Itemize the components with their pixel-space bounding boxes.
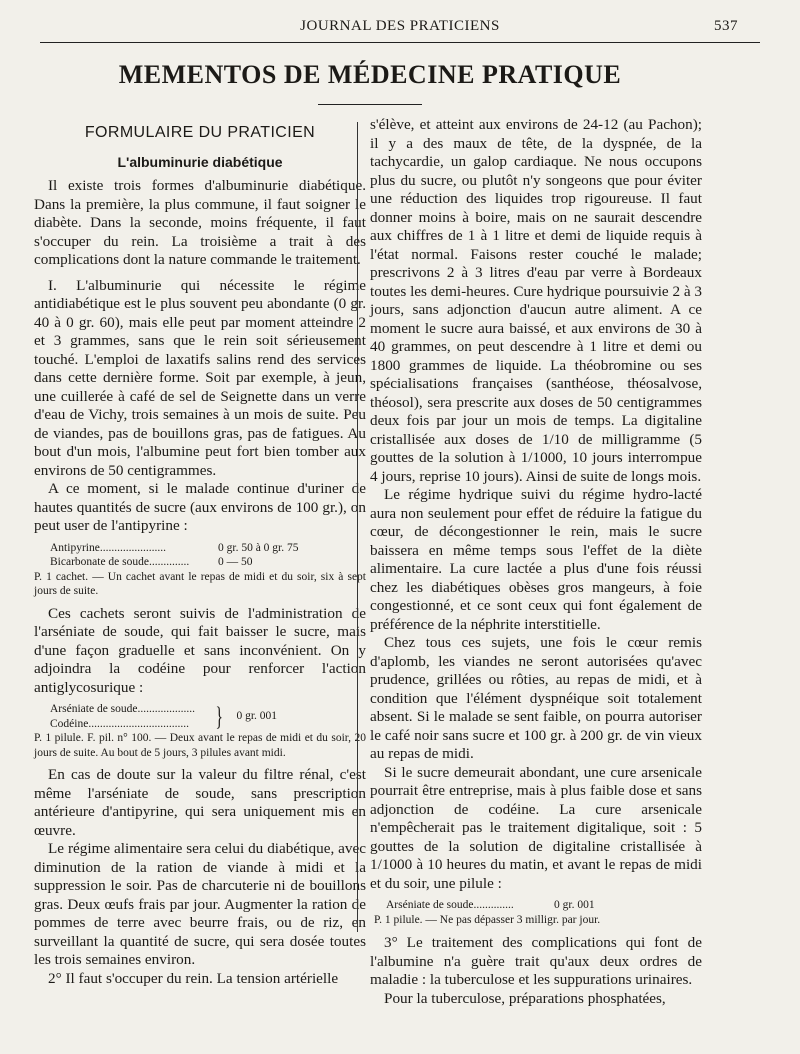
- paragraph: Pour la tuberculose, préparations phosphatées,: [384, 989, 666, 1007]
- paragraph: Il existe trois formes d'albuminurie diabétique. Dans la première, la plus commune, il faut soigner le diabète. Dans la seconde, moins fréquente, il faut s'occuper du rein. La troisième a trait à des complications dont la nature commande le traitement.: [34, 177, 366, 268]
- prescription-row: [34, 541, 366, 556]
- paragraph: I. L'albuminurie qui nécessite le régime antidiabétique est le plus souvent peu abondante (0 gr. 40 à 0 gr. 60), mais elle peut par moment atteindre 2 et 3 grammes, sans que le rein soit sérieusement touché. L'emploi de laxatifs salins rend des services dans cette dernière forme. Soit par exemple, à jeun, une cuillerée à café de sel de Seignette dans un verre d'eau de Vichy, trois semaines à un mois de suite. Peu de viandes, pas de bouillons gras, pas de fatigues. Au bout d'un mois, l'albumine peut fort bien tomber aux environs de 50 centigrammes.: [34, 276, 366, 479]
- prescription-row: [370, 898, 702, 913]
- brace-icon: }: [215, 701, 223, 731]
- paragraph: En cas de doute sur la valeur du filtre rénal, c'est même l'arséniate de soude, sans prescription antérieure d'antipyrine, qui sera uniquement mis en œuvre.: [34, 766, 366, 839]
- page-title: MEMENTOS DE MÉDECINE PRATIQUE: [118, 60, 622, 89]
- ingredient-dose: 0 — 50: [218, 556, 253, 568]
- journal-title: JOURNAL DES PRATICIENS: [300, 18, 500, 34]
- ingredient-dose: 0 gr. 001: [554, 899, 595, 911]
- ingredient-name: Bicarbonate de soude..............: [50, 556, 190, 568]
- paragraph: 3° Le traitement des complications qui font de l'albumine n'a guère trait qu'aux deux ordres de maladie : la tuberculose et les suppurations urinaires.: [370, 934, 702, 988]
- column-divider: [357, 122, 358, 932]
- paragraph: Si le sucre demeurait abondant, une cure arsenicale pourrait être entreprise, mais à plus faible dose et sans adjonction de codéine. La cure arsenicale n'empêcherait pas le traitement digitalique, soit : 5 gouttes de la solution de digitaline cristallisée à 1/1000 à 10 heures du matin, et avant le repas de midi et du soir, une pilule :: [370, 763, 702, 892]
- running-head: [0, 18, 800, 38]
- ingredient-dose: 0 gr. 001: [236, 710, 278, 723]
- paragraph: 2° Il faut s'occuper du rein. La tension artérielle: [48, 969, 339, 987]
- paragraph: Ces cachets seront suivis de l'administration de l'arséniate de soude, qui fait baisser le sucre, mais d'une façon graduelle et sans inconvénient. On y adjoindra la codéine pour renforcer l'action antiglycosurique :: [34, 604, 366, 696]
- header-rule: [40, 42, 760, 43]
- paragraph: Le régime hydrique suivi du régime hydro-lacté aura non seulement pour effet de réduire la fatigue du cœur, de décongestionner le rein, mais le sucre baissera en même temps sous l'effet de la diète alimentaire. La cure lactée a plus d'une fois réussi chez les diabétiques obèses gros mangeurs, à foie congestionné, et ce sont ceux qui font également de préférence de la néphrite interstitielle.: [370, 486, 702, 633]
- prescription-arseniate: [370, 898, 702, 927]
- prescription-note: P. 1 cachet. — Un cachet avant le repas de midi et du soir, six à sept jours de suite.: [34, 570, 366, 597]
- paragraph: Chez tous ces sujets, une fois le cœur remis d'aplomb, les viandes ne seront autorisées qu'avec prudence, grillées ou rôties, au repas de midi, et à condition que l'élément dyspnéique soit totalement absent. Si le malade se sent faible, on pourra autoriser le café noir sans sucre et 100 gr. à 200 gr. de vin vieux au repas de midi.: [370, 634, 702, 762]
- ingredient-name: Arséniate de soude..............: [386, 899, 514, 911]
- ingredient-name: Codéine...................................: [50, 717, 189, 730]
- paragraph: A ce moment, si le malade continue d'uriner de hautes quantités de sucre (aux environs de 100 gr.), on peut user de l'antipyrine :: [34, 480, 366, 534]
- ingredient-name: Antipyrine.......................: [50, 541, 166, 554]
- title-rule: [318, 104, 422, 105]
- ingredient-dose: 0 gr. 50 à 0 gr. 75: [218, 541, 299, 554]
- subsection-heading: L'albuminurie diabétique: [117, 153, 283, 170]
- right-column: [370, 116, 702, 1008]
- prescription-arseniate-codeine: [34, 702, 366, 760]
- prescription-note: P. 1 pilule. — Ne pas dépasser 3 milligr. par jour.: [374, 913, 601, 926]
- paragraph: s'élève, et atteint aux environs de 24-12 (au Pachon); il y a des maux de tête, de la dyspnée, de la tachycardie, un galop cardiaque. Ne nous occupons plus du sucre, ou plutôt n'y songeons que pour éviter une réduction des liquides trop rigoureuse. Il faut donner moins à boire, mais on ne saurait descendre aux chiffres de 1 à 1 litre et demi de liquide requis à l'état normal. Faisons rester couché le malade; prescrivons 2 à 3 litres d'eau par verre à Bordeaux toutes les demi-heures. Cure hydrique poursuivie 2 à 3 jours, sans adjonction d'aucun autre aliment. A ce moment le sucre aura baissé, et aux environs de 30 à 40 grammes, on peut descendre à 1 litre et demi ou 1800 grammes de liquide. La théobromine ou ses spécialisations françaises (santhéose, théosalvose, théosol), sera prescrite aux doses de 50 centigrammes deux fois par jour un mois de temps. La digitaline cristallisée aux doses de 1/10 de milligramme (5 gouttes de la solution à 1/1000, 10 jours interrompue 4 jours, reprise 10 jours). Ainsi de suite de longs mois.: [370, 116, 702, 485]
- paragraph: Le régime alimentaire sera celui du diabétique, avec diminution de la ration de viande à midi et la suppression le soir. Pas de charcuterie ni de bouillons gras. Deux œufs frais par jour. Augmenter la ration de pommes de terre avec beurre frais, ou de riz, en surveillant la quantité de sucre, qui sera dosée toutes les trois semaines environ.: [34, 840, 366, 968]
- ingredient-name: Arséniate de soude....................: [50, 703, 195, 715]
- prescription-group: [34, 702, 366, 731]
- prescription-antipyrine: [34, 541, 366, 599]
- left-column: [34, 116, 366, 988]
- prescription-note: P. 1 pilule. F. pil. n° 100. — Deux avant le repas de midi et du soir, 20 jours de suite. Au bout de 5 jours, 3 pilules avant midi.: [34, 732, 366, 759]
- prescription-row: [34, 555, 366, 570]
- page-number: 537: [714, 18, 738, 34]
- section-heading: FORMULAIRE DU PRATICIEN: [84, 124, 316, 141]
